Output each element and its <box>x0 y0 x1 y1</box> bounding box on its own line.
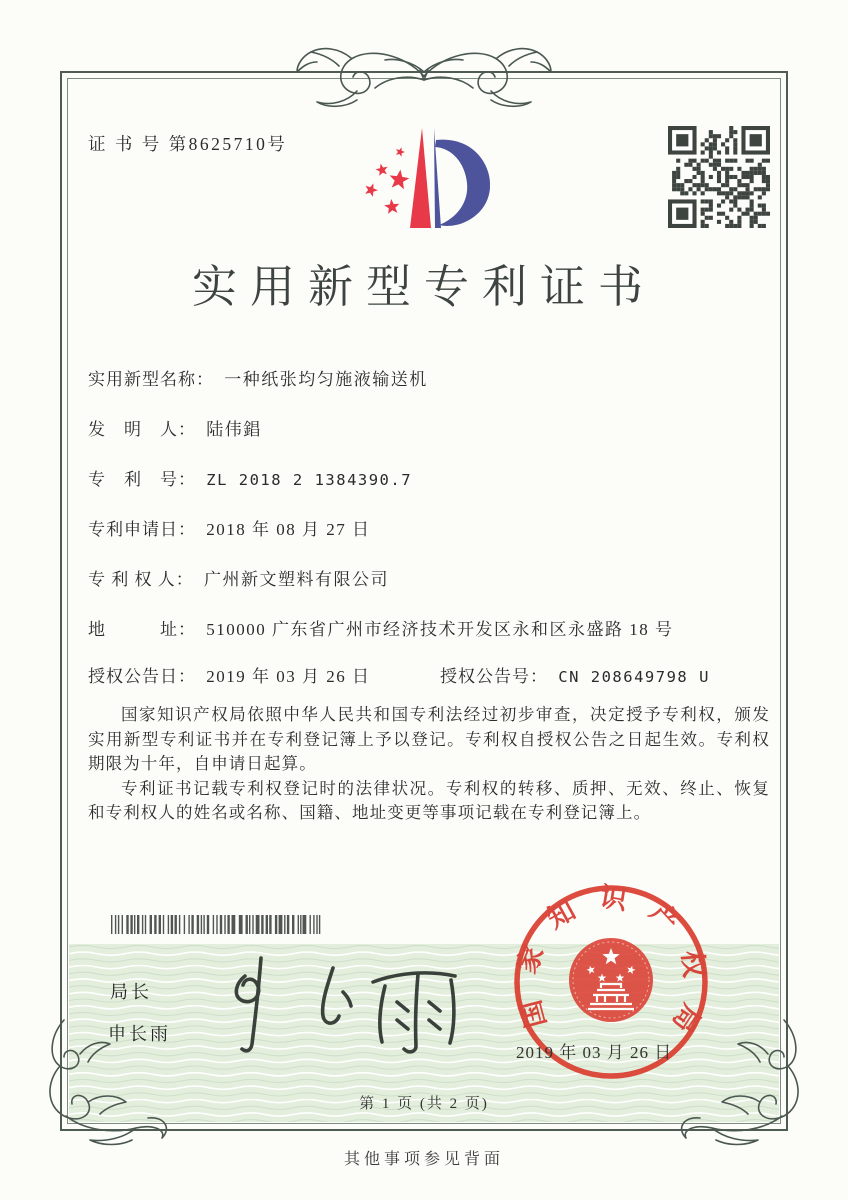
field-label: 发 明 人： <box>88 420 196 439</box>
qr-code-icon <box>668 126 770 228</box>
field-filing-date <box>88 515 778 540</box>
grant-number-label: 授权公告号： <box>440 667 548 686</box>
field-value: 一种纸张均匀施液输送机 <box>224 370 428 389</box>
field-grant-number <box>440 662 848 687</box>
signature-shen-changyu <box>205 948 475 1060</box>
field-patent-number <box>88 465 778 490</box>
field-value: 陆伟錩 <box>206 420 262 439</box>
field-value: 广州新文塑料有限公司 <box>204 570 389 589</box>
field-utility-name <box>88 365 778 390</box>
grant-date-value: 2019 年 03 月 26 日 <box>206 667 371 686</box>
officer-name: 申长雨 <box>108 1024 171 1044</box>
seal-date: 2019 年 03 月 26 日 <box>516 1043 673 1062</box>
legal-paragraph-2: 专利证书记载专利权登记时的法律状况。专利权的转移、质押、无效、终止、恢复和专利权人的姓名或名称、国籍、地址变更等事项记载在专利登记簿上。 <box>88 778 770 823</box>
legal-text <box>88 703 770 826</box>
field-value: ZL 2018 2 1384390.7 <box>206 471 413 489</box>
field-label: 专利申请日： <box>88 520 196 539</box>
field-value: 510000 广东省广州市经济技术开发区永和区永盛路 18 号 <box>206 620 674 639</box>
certificate-title: 实用新型专利证书 <box>191 262 656 312</box>
grant-date-label: 授权公告日： <box>88 667 196 686</box>
field-label: 专 利 号： <box>88 470 196 489</box>
legal-paragraph-1: 国家知识产权局依照中华人民共和国专利法经过初步审查，决定授予专利权，颁发实用新型专利证书并在专利登记簿上予以登记。专利权自授权公告之日起生效。专利权期限为十年，自申请日起算。 <box>88 705 770 774</box>
top-flourish-ornament <box>287 36 561 112</box>
field-patentee <box>88 565 778 590</box>
seal-ring-text: 国家知识产权局 <box>509 881 711 1057</box>
officer-title: 局长 <box>110 982 152 1002</box>
national-emblem-icon <box>569 938 653 1022</box>
field-address <box>88 615 778 640</box>
field-label: 专 利 权 人： <box>88 570 194 589</box>
page-number: 第 1 页 (共 2 页) <box>359 1096 489 1112</box>
field-label: 地 址： <box>88 620 196 639</box>
field-inventor <box>88 415 778 440</box>
cnipa-logo-icon <box>336 118 526 238</box>
barcode-icon <box>110 915 326 934</box>
certificate-number: 证 书 号 第8625710号 <box>88 134 288 154</box>
field-value: 2018 年 08 月 27 日 <box>206 520 371 539</box>
back-side-note: 其他事项参见背面 <box>343 1151 504 1168</box>
field-label: 实用新型名称： <box>88 370 214 389</box>
grant-number-value: CN 208649798 U <box>558 668 710 686</box>
